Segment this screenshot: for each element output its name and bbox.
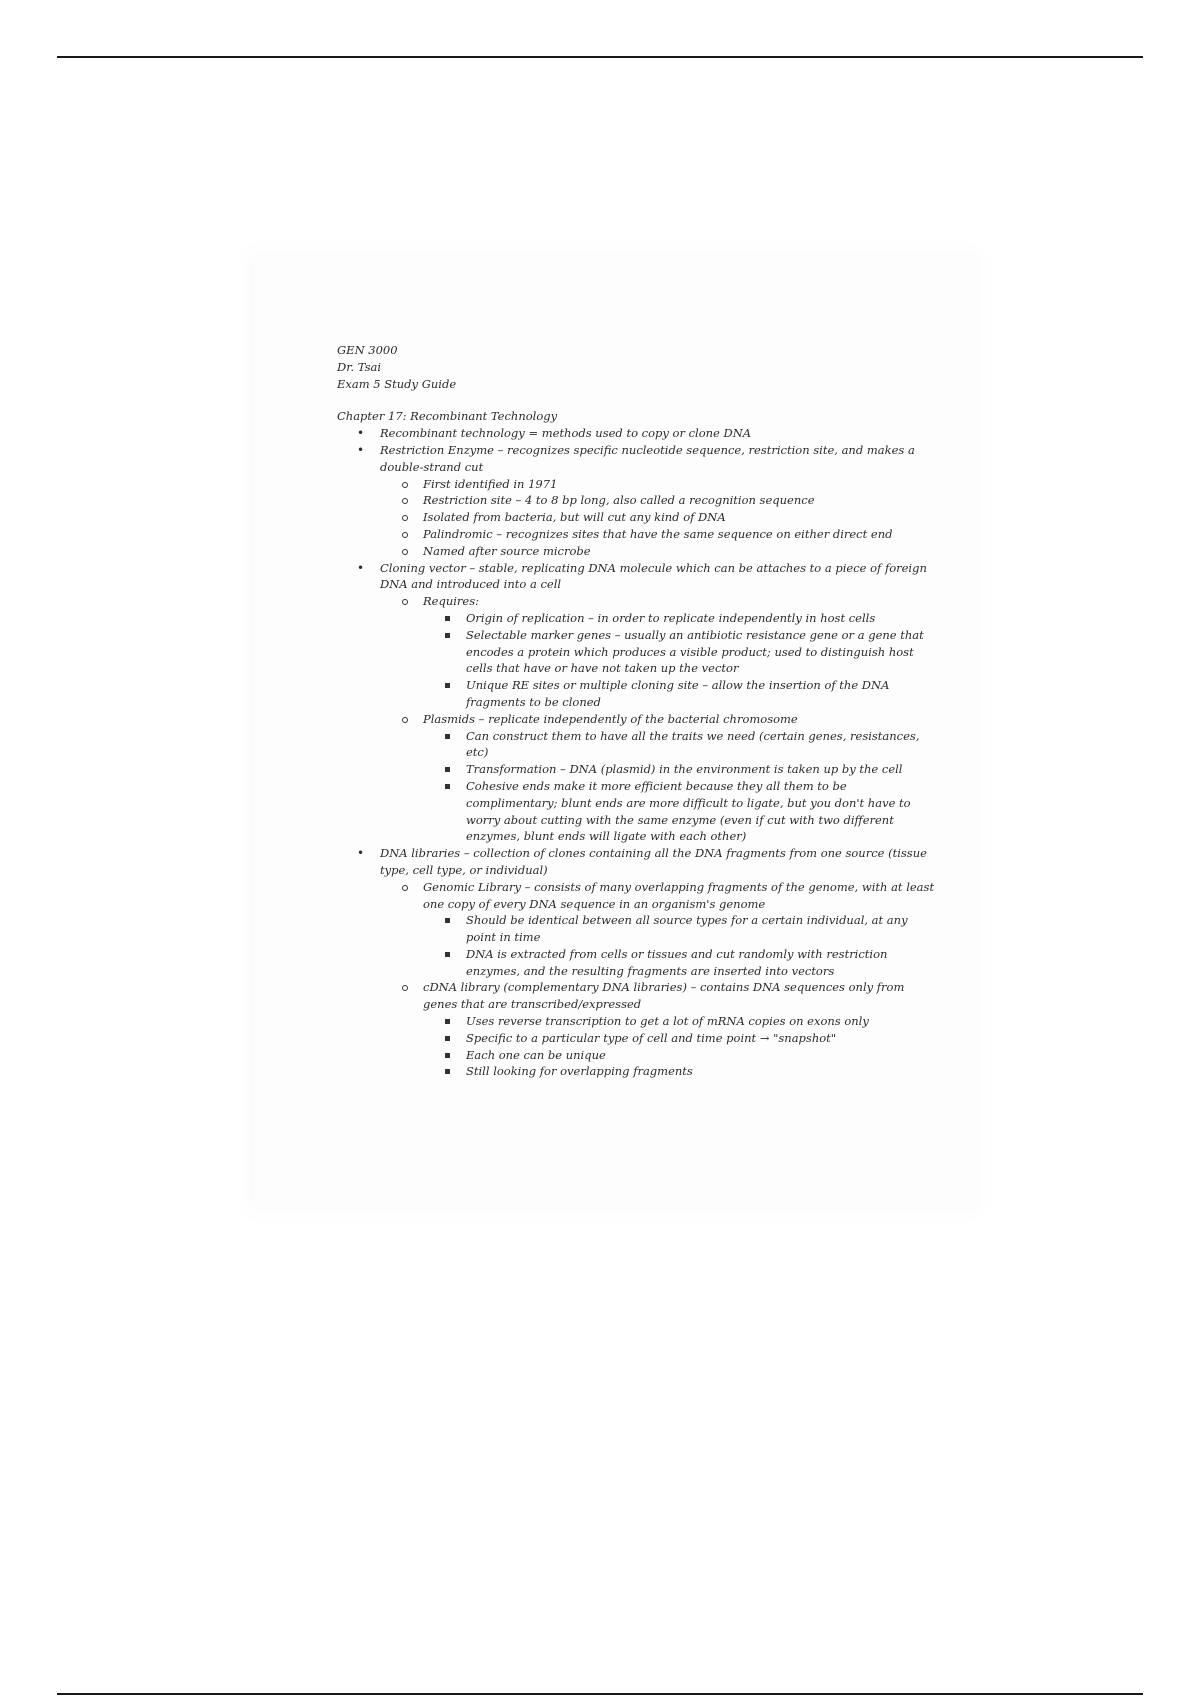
sub-item [380, 979, 937, 1080]
sub-item [380, 492, 937, 509]
outline-item-text: Cloning vector – stable, replicating DNA molecule which can be attaches to a piece of foreign DNA and introduced into a cell [380, 560, 927, 592]
sub-sub-item: Uses reverse transcription to get a lot of mRNA copies on exons only [423, 1013, 937, 1030]
sub-sub-item: Still looking for overlapping fragments [423, 1063, 937, 1080]
sub-sub-item: DNA is extracted from cells or tissues and cut randomly with restriction enzymes, and the resulting fragments are inserted into vectors [423, 946, 937, 980]
sub-item [380, 526, 937, 543]
top-rule [57, 56, 1143, 58]
document-title: Exam 5 Study Guide [337, 376, 457, 391]
sub-item [380, 543, 937, 560]
sub-item-text: Palindromic – recognizes sites that have the same sequence on either direct end [423, 526, 893, 541]
sub-sub-list [423, 610, 937, 711]
sub-list [380, 593, 937, 845]
sub-sub-list [423, 912, 937, 979]
outline-list [337, 425, 937, 1080]
sub-item-text: Requires: [423, 594, 479, 609]
sub-list [380, 476, 937, 560]
sub-sub-item: Each one can be unique [423, 1047, 937, 1064]
outline-item-text: Restriction Enzyme – recognizes specific nucleotide sequence, restriction site, and makes a double-strand cut [380, 442, 915, 474]
outline-item [337, 560, 937, 846]
sub-sub-item: Transformation – DNA (plasmid) in the environment is taken up by the cell [423, 761, 937, 778]
outline-item [337, 442, 937, 560]
scanned-page-image [255, 258, 975, 1206]
outline-item [337, 425, 937, 442]
bottom-rule [57, 1693, 1143, 1695]
outline-item [337, 845, 937, 1080]
chapter-heading: Chapter 17: Recombinant Technology [337, 409, 558, 424]
sub-item [380, 476, 937, 493]
sub-sub-item: Should be identical between all source types for a certain individual, at any point in time [423, 912, 937, 946]
sub-item [380, 509, 937, 526]
outline-item-text: DNA libraries – collection of clones containing all the DNA fragments from one source (tissue type, cell type, or individual) [380, 846, 927, 877]
sub-item [380, 593, 937, 711]
sub-sub-item: Selectable marker genes – usually an antibiotic resistance gene or a gene that encodes a protein which produces a visible product; used to distinguish host cells that have or have not taken up the vector [423, 627, 937, 677]
sub-sub-list [423, 728, 937, 846]
sub-sub-item: Can construct them to have all the traits we need (certain genes, resistances, etc) [423, 728, 937, 762]
course-code: GEN 3000 [337, 343, 398, 357]
sub-sub-item: Unique RE sites or multiple cloning site – allow the insertion of the DNA fragments to be cloned [423, 677, 937, 711]
sub-sub-item: Cohesive ends make it more efficient because they all them to be complimentary; blunt ends are more difficult to ligate, but you don't have to worry about cutting with the same enzyme (even if cut with two different enzymes, blunt ends will ligate with each other) [423, 778, 937, 845]
sub-item-text: Named after source microbe [423, 543, 591, 558]
study-guide-content [337, 342, 937, 1080]
sub-item-text: Restriction site – 4 to 8 bp long, also called a recognition sequence [423, 493, 815, 508]
sub-item [380, 711, 937, 845]
sub-item-text: cDNA library (complementary DNA libraries) – contains DNA sequences only from genes that are transcribed/expressed [423, 980, 905, 1012]
sub-item-text: Isolated from bacteria, but will cut any kind of DNA [423, 510, 726, 525]
sub-item-text: Genomic Library – consists of many overlapping fragments of the genome, with at least one copy of every DNA sequence in an organism's genome [423, 879, 935, 911]
sub-sub-item: Specific to a particular type of cell and time point → "snapshot" [423, 1030, 937, 1047]
sub-sub-item: Origin of replication – in order to replicate independently in host cells [423, 610, 937, 627]
outline-item-text: Recombinant technology = methods used to copy or clone DNA [380, 426, 752, 441]
sub-list [380, 879, 937, 1081]
sub-sub-list [423, 1013, 937, 1080]
sub-item-text: Plasmids – replicate independently of the bacterial chromosome [423, 711, 798, 726]
sub-item-text: First identified in 1971 [423, 476, 558, 491]
sub-item [380, 879, 937, 980]
instructor-name: Dr. Tsai [337, 359, 382, 374]
